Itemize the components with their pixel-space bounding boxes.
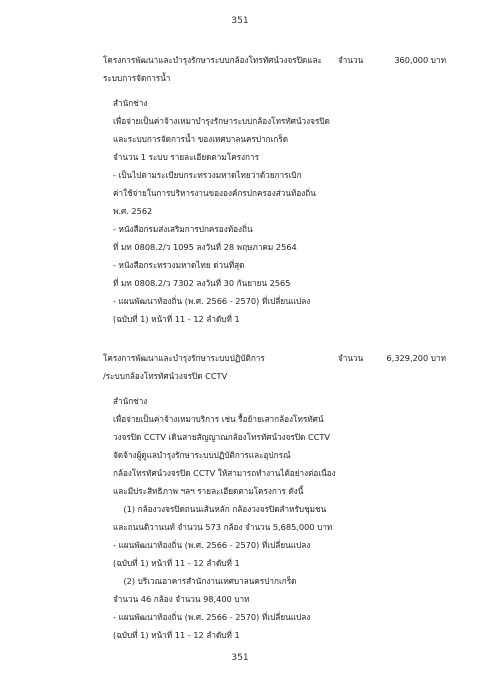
project-2-body-line: สำนักช่าง [113, 396, 148, 406]
project-2-body-line: (1) กล้องวงจรปิดถนนเส้นหลัก กล้องวงจรปิดสำหรับชุมชน [113, 504, 327, 514]
project-2-body-line: และถนนติวานนท์ จำนวน 573 กล้อง จำนวน 5,685,000 บาท [113, 522, 333, 532]
project-1-body-line: พ.ศ. 2562 [113, 206, 153, 216]
project-2-body-line: จำนวน 46 กล้อง จำนวน 98,400 บาท [113, 594, 250, 604]
project-2-amount: 6,329,200 บาท [386, 353, 446, 363]
project-1-body-line: - หนังสือกระทรวงมหาดไทย ด่วนที่สุด [113, 260, 245, 270]
project-1-body-line: จำนวน 1 ระบบ รายละเอียดตามโครงการ [113, 152, 259, 162]
project-1-body-line: - แผนพัฒนาท้องถิ่น (พ.ศ. 2566 - 2570) ที่เปลี่ยนแปลง [113, 296, 311, 306]
project-2-body-line: (2) บริเวณอาคารสำนักงานเทศบาลนครปากเกร็ด [113, 576, 297, 586]
project-2-title-line-2: /ระบบกล้องโทรทัศน์วงจรปิด CCTV [103, 371, 228, 381]
project-1-amount: 360,000 บาท [394, 55, 446, 65]
project-1-body-line: - เป็นไปตามระเบียบกระทรวงมหาดไทยว่าด้วยการเบิก [113, 170, 302, 180]
project-1-body-line: เพื่อจ่ายเป็นค่าจ้างเหมาบำรุงรักษาระบบกล้องโทรทัศน์วงจรปิด [113, 116, 330, 126]
project-2-title-line-1: โครงการพัฒนาและบำรุงรักษาระบบปฏิบัติการ [103, 353, 265, 363]
page-number-bottom: 351 [231, 653, 249, 663]
project-2-body-line: วงจรปิด CCTV เดินสายสัญญาณกล้องโทรทัศน์วงจรปิด CCTV [113, 432, 331, 442]
project-2-body-line: - แผนพัฒนาท้องถิ่น (พ.ศ. 2566 - 2570) ที่เปลี่ยนแปลง [113, 612, 311, 622]
project-2-unit-label: จำนวน [338, 353, 364, 363]
project-1-title-line-2: ระบบการจัดการน้ำ [103, 73, 171, 83]
project-2-body-line: - แผนพัฒนาท้องถิ่น (พ.ศ. 2566 - 2570) ที่เปลี่ยนแปลง [113, 540, 311, 550]
project-2-body-line: กล้องโทรทัศน์วงจรปิด CCTV ให้สามารถทำงานได้อย่างต่อเนื่อง [113, 468, 336, 478]
project-1-body-line: (ฉบับที่ 1) หน้าที่ 11 - 12 ลำดับที่ 1 [113, 314, 240, 324]
project-1-body-line: และระบบการจัดการน้ำ ของเทศบาลนครปากเกร็ด [113, 134, 289, 144]
page-number-top: 351 [231, 16, 249, 26]
project-1-body-line: สำนักช่าง [113, 98, 148, 108]
project-1-body-line: ที่ มท 0808.2/ว 1095 ลงวันที่ 28 พฤษภาคม 2564 [113, 242, 297, 252]
project-1-unit-label: จำนวน [338, 55, 364, 65]
project-2-body-line: จัดจ้างผู้ดูแลบำรุงรักษาระบบปฏิบัติการและอุปกรณ์ [113, 450, 291, 460]
project-2-body-line: เพื่อจ่ายเป็นค่าจ้างเหมาบริการ เช่น รื้อย้ายเสากล้องโทรทัศน์ [113, 414, 324, 424]
project-2-body-line: และมีประสิทธิภาพ ฯลฯ รายละเอียดตามโครงการ ดังนี้ [113, 486, 304, 496]
project-2-body-line: (ฉบับที่ 1) หน้าที่ 11 - 12 ลำดับที่ 1 [113, 558, 240, 568]
project-1-body-line: - หนังสือกรมส่งเสริมการปกครองท้องถิ่น [113, 224, 253, 234]
project-2-body-line: (ฉบับที่ 1) หน้าที่ 11 - 12 ลำดับที่ 1 [113, 630, 240, 640]
project-1-body-line: ค่าใช้จ่ายในการบริหารงานขององค์กรปกครองส่วนท้องถิ่น [113, 188, 316, 198]
project-1-body-line: ที่ มท 0808.2/ว 7302 ลงวันที่ 30 กันยายน 2565 [113, 278, 291, 288]
project-1-title-line-1: โครงการพัฒนาและบำรุงรักษาระบบกล้องโทรทัศน์วงจรปิดและ [103, 55, 322, 65]
